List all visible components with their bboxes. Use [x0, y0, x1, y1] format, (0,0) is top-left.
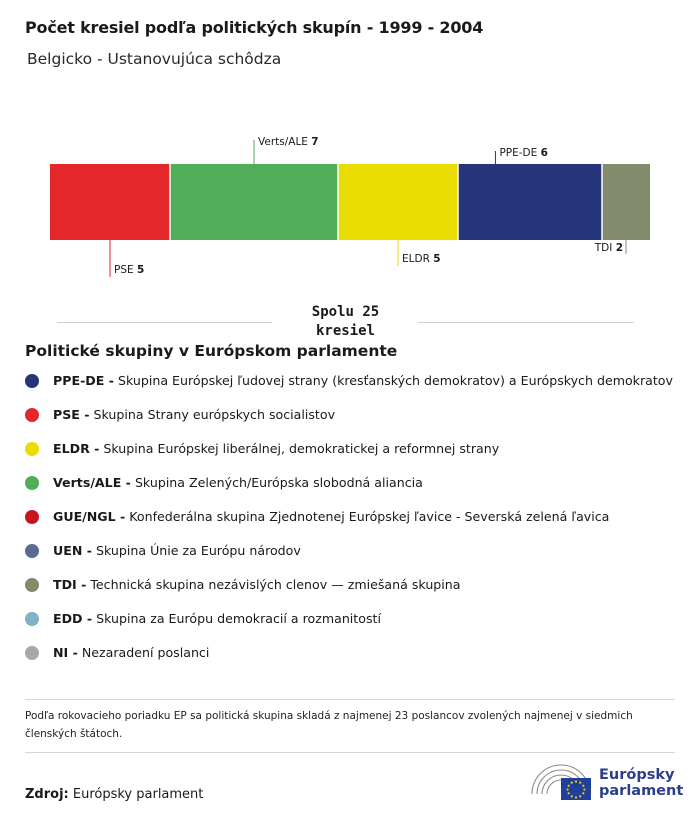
legend-text	[53, 474, 423, 491]
legend-title: Politické skupiny v Európskom parlamente	[25, 342, 398, 360]
chart-title: Počet kresiel podľa politických skupín - 1999 - 2004	[25, 18, 484, 37]
legend-abbr: ELDR -	[53, 441, 100, 456]
segment-label: PSE 5	[114, 264, 145, 276]
legend-text	[53, 508, 609, 525]
segment-label: Verts/ALE 7	[258, 136, 319, 148]
legend-desc: Konfederálna skupina Zjednotenej Európskej ľavice - Severská zelená ľavica	[129, 509, 610, 524]
ep-logo	[528, 760, 688, 804]
legend-text	[53, 440, 499, 457]
legend-text	[53, 542, 301, 559]
total-seats-line2: kresiel	[315, 323, 375, 339]
legend-abbr: Verts/ALE -	[53, 475, 131, 490]
legend-desc: Technická skupina nezávislých clenov — zmiešaná skupina	[90, 577, 461, 592]
legend-text	[53, 644, 209, 661]
legend-dot	[25, 476, 39, 490]
note-divider-top	[25, 699, 675, 700]
legend-desc: Skupina Európskej liberálnej, demokratickej a reformnej strany	[103, 441, 500, 456]
logo-line1: Európsky	[599, 767, 675, 783]
segment-label: PPE-DE 6	[499, 147, 548, 159]
legend-dot	[25, 646, 39, 660]
legend-abbr: UEN -	[53, 543, 92, 558]
total-seats-label	[273, 303, 418, 341]
total-divider-left	[57, 322, 272, 323]
legend-dot	[25, 510, 39, 524]
legend-desc: Skupina za Európu demokracií a rozmanitostí	[96, 611, 381, 626]
legend-dot	[25, 544, 39, 558]
legend-dot	[25, 612, 39, 626]
legend-desc: Skupina Európskej ľudovej strany (kresťanských demokratov) a Európskych demokratov	[117, 373, 673, 388]
legend-item	[25, 542, 695, 576]
legend-item	[25, 372, 695, 406]
legend-item	[25, 508, 695, 542]
total-seats-line1: Spolu 25	[311, 304, 380, 320]
bar-segment-eldr	[338, 164, 458, 240]
hemicycle-flag-icon	[528, 760, 594, 804]
seat-bar-chart	[0, 130, 700, 290]
logo-line2: parlament	[599, 783, 684, 799]
segment-label: TDI 2	[594, 242, 623, 254]
legend-text	[53, 406, 335, 423]
source-line	[25, 787, 203, 802]
legend-abbr: EDD -	[53, 611, 93, 626]
legend-abbr: PPE-DE -	[53, 373, 114, 388]
legend-desc: Nezaradení poslanci	[81, 645, 210, 660]
rules-note: Podľa rokovacieho poriadku EP sa politická skupina skladá z najmenej 23 poslancov zvolených najmenej v siedmich členských štátoch.	[25, 710, 633, 740]
legend-dot	[25, 578, 39, 592]
legend	[25, 372, 695, 678]
legend-abbr: PSE -	[53, 407, 90, 422]
legend-abbr: TDI -	[53, 577, 87, 592]
legend-item	[25, 576, 695, 610]
legend-item	[25, 644, 695, 678]
bar-segment-verts-ale	[170, 164, 338, 240]
legend-dot	[25, 442, 39, 456]
legend-text	[53, 576, 461, 593]
legend-dot	[25, 374, 39, 388]
segment-label: ELDR 5	[402, 253, 441, 265]
bar-segment-pse	[50, 164, 170, 240]
legend-desc: Skupina Strany európskych socialistov	[93, 407, 336, 422]
legend-item	[25, 610, 695, 644]
note-divider-bottom	[25, 752, 675, 753]
legend-dot	[25, 408, 39, 422]
legend-desc: Skupina Zelených/Európska slobodná aliancia	[134, 475, 423, 490]
legend-text	[53, 610, 381, 627]
source-label: Zdroj:	[25, 787, 69, 802]
bar-segment-tdi	[602, 164, 650, 240]
legend-item	[25, 406, 695, 440]
legend-abbr: NI -	[53, 645, 78, 660]
source-value: Európsky parlament	[72, 787, 204, 802]
legend-item	[25, 440, 695, 474]
logo-text	[599, 767, 683, 799]
legend-desc: Skupina Únie za Európu národov	[96, 543, 301, 558]
legend-text	[53, 372, 673, 389]
chart-subtitle: Belgicko - Ustanovujúca schôdza	[27, 50, 282, 68]
bar-segment-ppe-de	[458, 164, 602, 240]
legend-abbr: GUE/NGL -	[53, 509, 126, 524]
legend-item	[25, 474, 695, 508]
total-divider-right	[418, 322, 634, 323]
